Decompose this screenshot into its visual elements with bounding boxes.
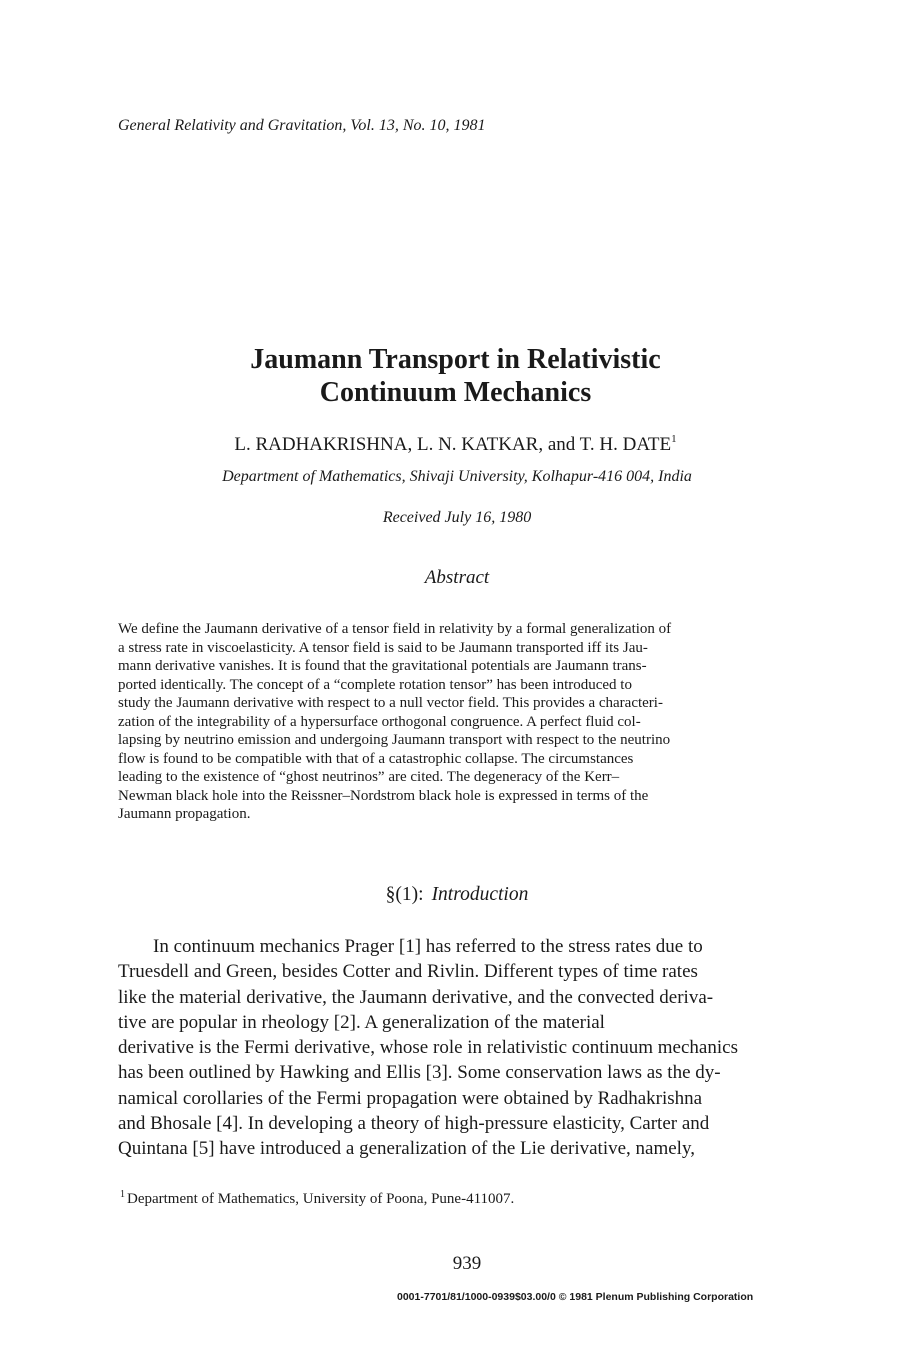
abstract-line: ported identically. The concept of a “complete rotation tensor” has been introduced to [118, 676, 632, 693]
intro-line: In continuum mechanics Prager [1] has referred to the stress rates due to [153, 936, 703, 957]
received-date: Received July 16, 1980 [382, 509, 532, 526]
intro-line: derivative is the Fermi derivative, whose role in relativistic continuum mechanics [118, 1037, 738, 1059]
intro-line: like the material derivative, the Jaumann derivative, and the convected deriva- [118, 986, 714, 1008]
section-number: §(1): [385, 884, 424, 905]
footnote [120, 1189, 514, 1208]
abstract-line: Newman black hole into the Reissner–Nordstrom black hole is expressed in terms of the [118, 787, 649, 804]
author-list [0, 433, 901, 456]
intro-line: has been outlined by Hawking and Ellis [3]. Some conservation laws as the dy- [118, 1062, 721, 1084]
abstract-heading: Abstract [424, 567, 490, 588]
paper-title [0, 343, 901, 409]
abstract-line: leading to the existence of “ghost neutrinos” are cited. The degeneracy of the Kerr– [118, 769, 620, 785]
intro-line: and Bhosale [4]. In developing a theory of high-pressure elasticity, Carter and [118, 1113, 710, 1135]
title-line-1: Jaumann Transport in Relativistic [250, 344, 661, 375]
section-title: Introduction [431, 884, 529, 905]
page-number: 939 [452, 1253, 482, 1274]
author-footnote-mark: 1 [671, 433, 677, 445]
abstract-line: lapsing by neutrino emission and undergoing Jaumann transport with respect to the neutrino [118, 732, 671, 748]
intro-line: Quintana [5] have introduced a generalization of the Lie derivative, namely, [118, 1138, 695, 1160]
intro-line: namical corollaries of the Fermi propagation were obtained by Radhakrishna [118, 1087, 703, 1109]
abstract-line: study the Jaumann derivative with respect to a null vector field. This provides a characteri- [118, 695, 663, 711]
abstract-line: We define the Jaumann derivative of a tensor field in relativity by a formal generalization of [118, 621, 672, 637]
journal-citation: General Relativity and Gravitation, Vol. 13, No. 10, 1981 [118, 117, 486, 134]
intro-line: tive are popular in rheology [2]. A generalization of the material [118, 1011, 605, 1033]
intro-line: Truesdell and Green, besides Cotter and Rivlin. Different types of time rates [118, 961, 698, 983]
footnote-mark: 1 [120, 1189, 125, 1200]
abstract-line: Jaumann propagation. [118, 806, 251, 822]
authors-text: L. RADHAKRISHNA, L. N. KATKAR, and T. H. DATE [234, 434, 672, 455]
affiliation: Department of Mathematics, Shivaji University, Kolhapur-416 004, India [222, 468, 692, 485]
abstract-body [118, 620, 808, 824]
copyright-line: 0001-7701/81/1000-0939$03.00/0 © 1981 Plenum Publishing Corporation [397, 1291, 754, 1303]
introduction-body [118, 934, 808, 1162]
abstract-line: flow is found to be compatible with that of a catastrophic collapse. The circumstances [118, 750, 634, 767]
footnote-text: Department of Mathematics, University of Poona, Pune-411007. [127, 1191, 515, 1207]
abstract-line: zation of the integrability of a hypersurface orthogonal congruence. A perfect fluid col- [118, 713, 641, 730]
abstract-line: a stress rate in viscoelasticity. A tensor field is said to be Jaumann transported iff its Jau- [118, 639, 648, 656]
abstract-line: mann derivative vanishes. It is found that the gravitational potentials are Jaumann trans- [118, 658, 647, 674]
title-line-2: Continuum Mechanics [319, 377, 592, 408]
section-heading [0, 884, 901, 906]
